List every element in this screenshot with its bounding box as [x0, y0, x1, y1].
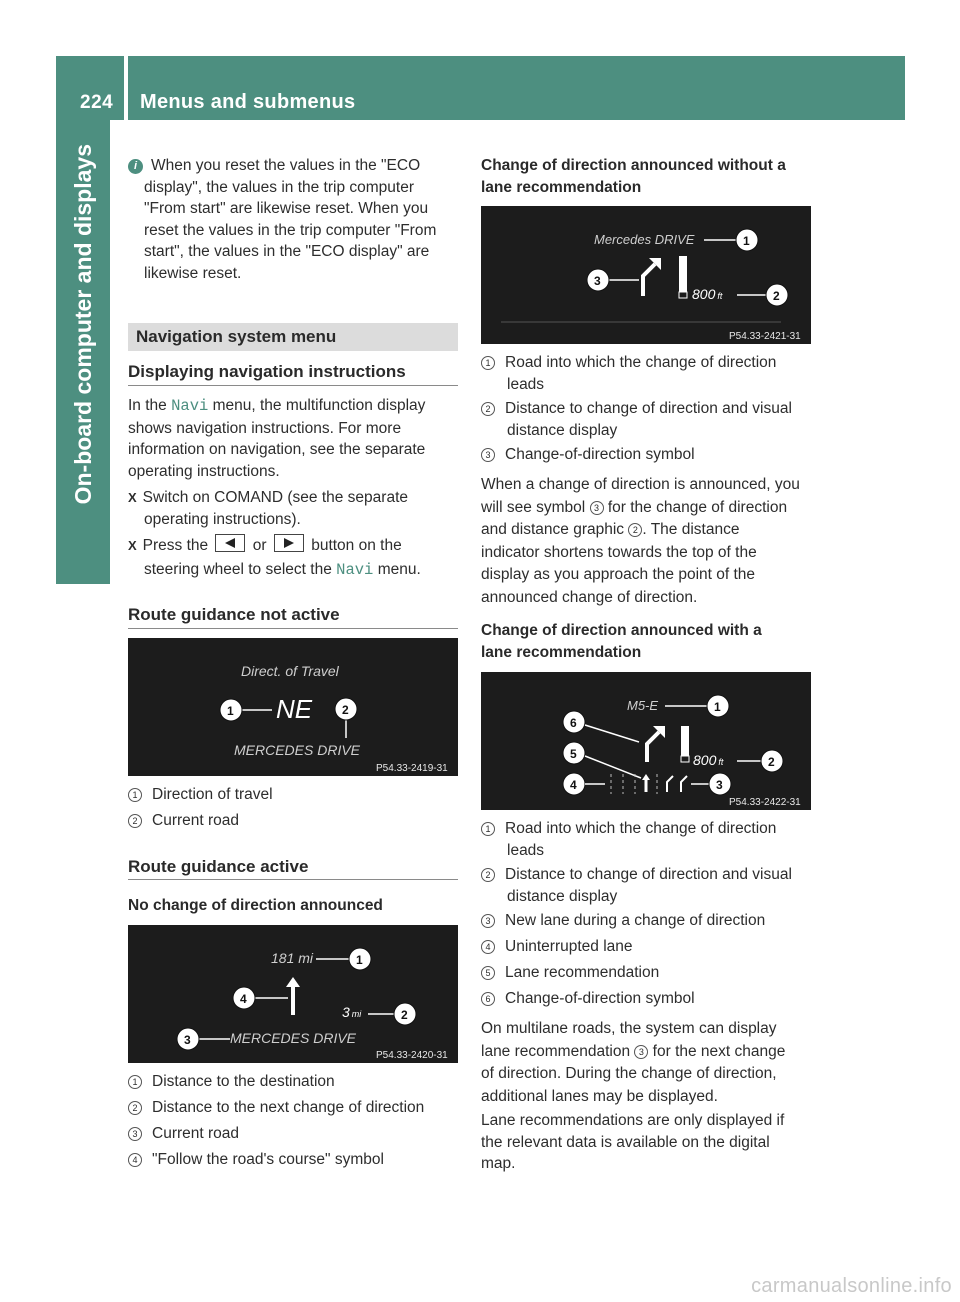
fig2-distance-value: 3 [342, 1004, 350, 1020]
fig3-distance-unit: ft [717, 291, 723, 301]
legend-text: New lane during a change of direction [505, 912, 766, 929]
heading-rule [128, 628, 458, 629]
step-text: button on the [311, 537, 402, 554]
step-text: menu. [377, 560, 421, 578]
note-line: "From start" are likewise reset. When you [144, 200, 429, 217]
legend-text: Road into which the change of direction [505, 820, 777, 837]
section-title: Navigation system menu [128, 323, 458, 351]
legend-text: Distance to change of direction and visual [505, 400, 792, 417]
figure-without-lane [481, 206, 811, 344]
lane-turn-icon [681, 776, 687, 792]
fig2-distance-unit: mi [351, 1009, 362, 1019]
legend-number: 4 [128, 1153, 142, 1167]
intro-paragraph [128, 395, 458, 482]
legend-text: Current road [152, 1125, 240, 1142]
paragraph-text: additional lanes may be displayed. [481, 1087, 718, 1105]
heading-line: Change of direction announced with a [481, 622, 762, 639]
svg-text:800ft [693, 752, 724, 768]
paragraph-text: display as you approach the point of the [481, 566, 756, 583]
paragraph-text: map. [481, 1155, 516, 1172]
inline-callout-3: 3 [590, 501, 604, 515]
svg-text:3mi [342, 1004, 362, 1020]
step-text: operating instructions). [144, 510, 301, 528]
step-bullet-icon: X [128, 538, 137, 553]
fig1-direction-text: NE [276, 694, 313, 724]
paragraph-text: the relevant data is available on the digital [481, 1133, 770, 1151]
heading-no-change: No change of direction announced [128, 897, 383, 914]
figure-no-change [128, 925, 458, 1063]
legend-number: 2 [481, 402, 495, 416]
svg-text:6: 6 [570, 716, 577, 730]
legend-number: 3 [481, 448, 495, 462]
fig3-road-text: Mercedes DRIVE [594, 232, 695, 247]
lane-markers [611, 774, 635, 794]
step-text: Press the [142, 537, 209, 554]
paragraph-announce [481, 474, 813, 609]
note-line: reset the values in the trip computer "From [144, 221, 437, 239]
paragraph-text: for the change of direction [603, 498, 788, 516]
page-number: 224 [80, 92, 114, 113]
heading-not-active: Route guidance not active [128, 605, 340, 624]
paragraph-multilane [481, 1018, 813, 1108]
distance-bar [681, 726, 689, 756]
paragraph-text: When a change of direction is announced, you [481, 476, 800, 493]
page-header [56, 56, 905, 120]
svg-text:4: 4 [240, 992, 247, 1006]
fig4-code: P54.33-2422-31 [729, 797, 801, 808]
legend-text: distance display [507, 421, 618, 439]
fig1-top-text: Direct. of Travel [241, 663, 339, 679]
fig4-road-text: M5-E [627, 698, 659, 713]
paragraph-text: . The distance [642, 521, 740, 538]
paragraph-text: indicator shortens towards the top of the [481, 543, 757, 561]
svg-text:2: 2 [342, 703, 349, 717]
note-line: start", the values in the "ECO display" are [144, 243, 430, 260]
header-divider [124, 56, 128, 120]
paragraph-text: for the next change [648, 1042, 786, 1060]
info-note [128, 155, 458, 284]
note-line: When you reset the values in the "ECO [151, 157, 421, 174]
legend-text: leads [507, 841, 545, 859]
heading-line: lane recommendation [481, 643, 642, 661]
legend-number: 2 [481, 868, 495, 882]
figure-route-not-active [128, 638, 458, 776]
paragraph-text: of direction. During the change of direction, [481, 1065, 777, 1082]
paragraph-text: will see symbol [481, 498, 590, 516]
fig2-road-text: MERCEDES DRIVE [230, 1030, 357, 1046]
note-line: display", the values in the trip computer [144, 178, 415, 196]
legend-text: Distance to change of direction and visual [505, 866, 792, 883]
legend-number: 2 [128, 1101, 142, 1115]
svg-text:5: 5 [570, 747, 577, 761]
heading-rule [128, 385, 458, 386]
legend-number: 4 [481, 940, 495, 954]
svg-text:1: 1 [743, 234, 750, 248]
paragraph-data-availability [481, 1110, 813, 1175]
legend-number: 5 [481, 966, 495, 980]
paragraph-text: On multilane roads, the system can display [481, 1020, 777, 1037]
navi-term: Navi [336, 560, 374, 579]
heading-active: Route guidance active [128, 857, 309, 876]
inline-callout-2: 2 [628, 523, 642, 537]
intro-text: menu, the multifunction display [208, 397, 426, 414]
legend-text: Change-of-direction symbol [505, 990, 695, 1007]
svg-text:800ft [692, 286, 723, 302]
legend-number: 3 [481, 914, 495, 928]
turn-right-arrow-icon [643, 264, 655, 296]
svg-text:4: 4 [570, 778, 577, 792]
legend-number: 6 [481, 992, 495, 1006]
svg-text:2: 2 [768, 755, 775, 769]
heading-with-lane [481, 620, 813, 663]
watermark: carmanualsonline.info [751, 1275, 952, 1297]
legend-text: leads [507, 375, 545, 393]
legend-text: Change-of-direction symbol [505, 446, 695, 463]
paragraph-text: announced change of direction. [481, 588, 698, 606]
legend-text: Lane recommendation [505, 964, 660, 981]
fig2-code: P54.33-2420-31 [376, 1050, 448, 1061]
fig3-distance-value: 800 [692, 286, 716, 302]
legend-text: Distance to the destination [152, 1073, 335, 1090]
intro-text: operating instructions. [128, 462, 280, 480]
heading-line: lane recommendation [481, 178, 642, 196]
legend-text: Road into which the change of direction [505, 354, 777, 371]
svg-text:3: 3 [184, 1033, 191, 1047]
step-text: or [252, 537, 267, 554]
step-2 [128, 534, 458, 581]
left-arrow-button-icon [215, 534, 245, 552]
legend-text: Current road [152, 811, 240, 829]
paragraph-text: lane recommendation [481, 1042, 635, 1060]
step-text: steering wheel to select the [144, 560, 332, 578]
intro-text: shows navigation instructions. For more [128, 419, 402, 437]
legend-text: Distance to the next change of direction [152, 1099, 425, 1116]
legend-text: "Follow the road's course" symbol [152, 1151, 384, 1168]
navi-term: Navi [171, 397, 209, 415]
turn-right-arrow-icon [647, 732, 659, 762]
legend-number: 3 [128, 1127, 142, 1141]
right-arrow-button-icon [274, 534, 304, 552]
legend-text: distance display [507, 887, 618, 905]
step-bullet-icon: X [128, 490, 137, 505]
straight-arrow-icon [286, 977, 300, 987]
fig4-distance-value: 800 [693, 752, 717, 768]
legend-1 [128, 784, 458, 831]
svg-text:1: 1 [356, 953, 363, 967]
note-line: likewise reset. [144, 264, 242, 282]
intro-text: information on navigation, see the separate [128, 441, 426, 458]
legend-number: 1 [481, 356, 495, 370]
svg-text:3: 3 [716, 778, 723, 792]
step-text: Switch on COMAND (see the separate [142, 489, 409, 506]
inline-callout-3: 3 [634, 1045, 648, 1059]
svg-text:1: 1 [227, 704, 234, 718]
legend-number: 1 [128, 1075, 142, 1089]
legend-text: Direction of travel [152, 786, 273, 803]
step-1 [128, 487, 458, 530]
legend-number: 1 [481, 822, 495, 836]
lane-turn-icon [667, 776, 673, 792]
fig1-road-text: MERCEDES DRIVE [234, 742, 361, 758]
fig2-destination-distance: 181 mi [271, 950, 314, 966]
fig1-code: P54.33-2419-31 [376, 763, 448, 774]
fig4-distance-unit: ft [718, 757, 724, 767]
heading-display: Displaying navigation instructions [128, 362, 406, 381]
svg-text:3: 3 [594, 274, 601, 288]
info-icon: i [128, 159, 143, 174]
legend-2 [128, 1071, 458, 1171]
legend-3 [481, 352, 813, 466]
heading-without-lane [481, 155, 813, 198]
figure-with-lane [481, 672, 811, 810]
page-title: Menus and submenus [140, 91, 356, 113]
legend-number: 1 [128, 788, 142, 802]
svg-text:2: 2 [773, 289, 780, 303]
svg-text:2: 2 [401, 1008, 408, 1022]
intro-text: In the [128, 397, 172, 414]
paragraph-text: Lane recommendations are only displayed if [481, 1112, 785, 1129]
legend-number: 2 [128, 814, 142, 828]
side-tab-label: On-board computer and displays [70, 144, 96, 505]
heading-line: Change of direction announced without a [481, 157, 786, 174]
svg-text:1: 1 [714, 700, 721, 714]
legend-4 [481, 818, 813, 1010]
paragraph-text: and distance graphic [481, 521, 629, 538]
legend-text: Uninterrupted lane [505, 938, 633, 955]
fig3-code: P54.33-2421-31 [729, 331, 801, 342]
distance-bar [679, 256, 687, 292]
heading-rule [128, 879, 458, 880]
